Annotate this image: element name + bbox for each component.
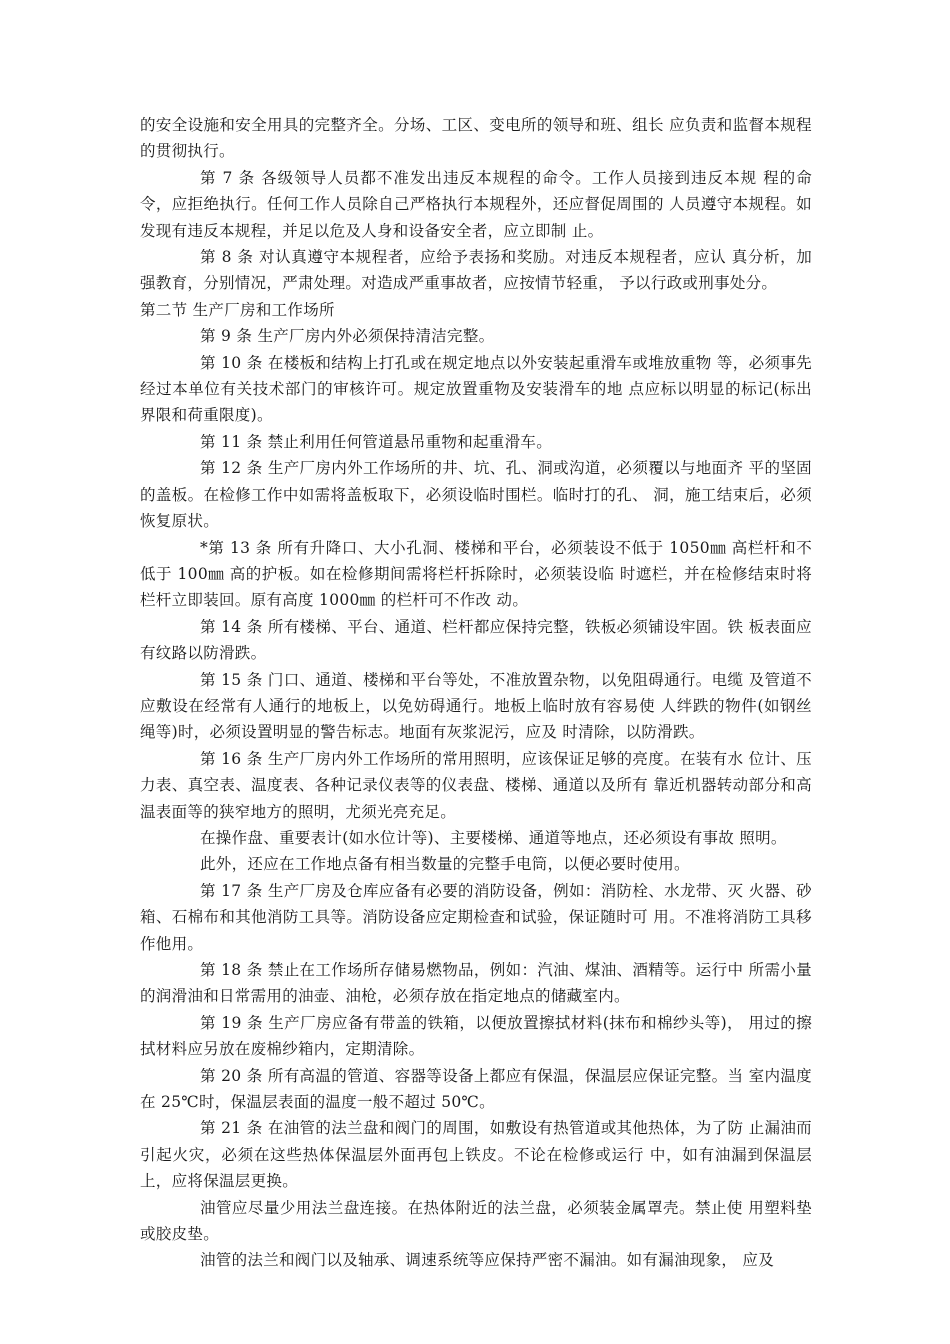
article-20: 第 20 条 所有高温的管道、容器等设备上都应有保温，保温层应保证完整。当 室内温度在 25℃时，保温层表面的温度一般不超过 50℃。 xyxy=(140,1066,812,1112)
document-body xyxy=(140,112,812,1274)
article-17: 第 17 条 生产厂房及仓库应备有必要的消防设备，例如：消防栓、水龙带、灭 火器、砂箱、石棉布和其他消防工具等。消防设备应定期检查和试验，保证随时可 用。不准将消防工具移作他用。 xyxy=(140,881,812,953)
article-16-emergency-lighting: 在操作盘、重要表计(如水位计等)、主要楼梯、通道等地点，还必须设有事故 照明。 xyxy=(200,828,787,847)
article-8: 第 8 条 对认真遵守本规程者，应给予表扬和奖励。对违反本规程者，应认 真分析，加强教育，分别情况，严肃处理。对造成严重事故者，应按情节轻重， 予以行政或刑事处分。 xyxy=(140,248,812,293)
article-9: 第 9 条 生产厂房内外必须保持清洁完整。 xyxy=(200,327,495,346)
paragraph-continuation: 的安全设施和安全用具的完整齐全。分场、工区、变电所的领导和班、组长 应负责和监督本规程的贯彻执行。 xyxy=(140,116,812,161)
article-21-leak-prevention: 油管的法兰和阀门以及轴承、调速系统等应保持严密不漏油。如有漏油现象， 应及 xyxy=(200,1251,775,1270)
article-13: *第 13 条 所有升降口、大小孔洞、楼梯和平台，必须装设不低于 1050㎜ 高栏杆和不低于 100㎜ 高的护板。如在检修期间需将栏杆拆除时，必须装设临 时遮栏，并在检修结束时将栏杆立即装回。原有高度 1000㎜ 的栏杆可不作改 动。 xyxy=(140,538,812,610)
article-16-flashlights: 此外，还应在工作地点备有相当数量的完整手电筒，以便必要时使用。 xyxy=(200,855,690,874)
article-21: 第 21 条 在油管的法兰盘和阀门的周围，如敷设有热管道或其他热体，为了防 止漏油而引起火灾，必须在这些热体保温层外面再包上铁皮。不论在检修或运行 中，如有油漏到保温层上，应将保温层更换。 xyxy=(140,1119,812,1191)
article-19: 第 19 条 生产厂房应备有带盖的铁箱，以便放置擦拭材料(抹布和棉纱头等)， 用过的擦拭材料应另放在废棉纱箱内，定期清除。 xyxy=(140,1013,812,1059)
article-18: 第 18 条 禁止在工作场所存储易燃物品，例如：汽油、煤油、酒精等。运行中 所需小量的润滑油和日常需用的油壶、油枪，必须存放在指定地点的储藏室内。 xyxy=(140,961,812,1006)
article-14: 第 14 条 所有楼梯、平台、通道、栏杆都应保持完整，铁板必须铺设牢固。铁 板表面应有纹路以防滑跌。 xyxy=(140,617,812,663)
article-16: 第 16 条 生产厂房内外工作场所的常用照明，应该保证足够的亮度。在装有水 位计、压力表、真空表、温度表、各种记录仪表等的仪表盘、楼梯、通道以及所有 靠近机器转动部分和高温表面等的狭窄地方的照明，尤须光亮充足。 xyxy=(140,749,812,821)
article-21-flanges: 油管应尽量少用法兰盘连接。在热体附近的法兰盘，必须装金属罩壳。禁止使 用塑料垫或胶皮垫。 xyxy=(140,1198,812,1244)
article-12: 第 12 条 生产厂房内外工作场所的井、坑、孔、洞或沟道，必须覆以与地面齐 平的坚固的盖板。在检修工作中如需将盖板取下，必须设临时围栏。临时打的孔、 洞，施工结束后，必须恢复原状。 xyxy=(140,459,812,531)
article-10: 第 10 条 在楼板和结构上打孔或在规定地点以外安装起重滑车或堆放重物 等，必须事先经过本单位有关技术部门的审核许可。规定放置重物及安装滑车的地 点应标以明显的标记(标出界限和荷重限度)。 xyxy=(140,353,812,425)
article-7: 第 7 条 各级领导人员都不准发出违反本规程的命令。工作人员接到违反本规 程的命令，应拒绝执行。任何工作人员除自己严格执行本规程外，还应督促周围的 人员遵守本规程。如发现有违反本规程，并足以危及人身和设备安全者，应立即制 止。 xyxy=(140,168,812,240)
section-heading: 第二节 生产厂房和工作场所 xyxy=(140,300,335,319)
article-11: 第 11 条 禁止利用任何管道悬吊重物和起重滑车。 xyxy=(200,432,553,451)
article-15: 第 15 条 门口、通道、楼梯和平台等处，不准放置杂物，以免阻碍通行。电缆 及管道不应敷设在经常有人通行的地板上，以免妨碍通行。地板上临时放有容易使 人绊跌的物件(如钢丝绳等)时，必须设置明显的警告标志。地面有灰浆泥污，应及 时清除，以防滑跌。 xyxy=(140,670,812,742)
